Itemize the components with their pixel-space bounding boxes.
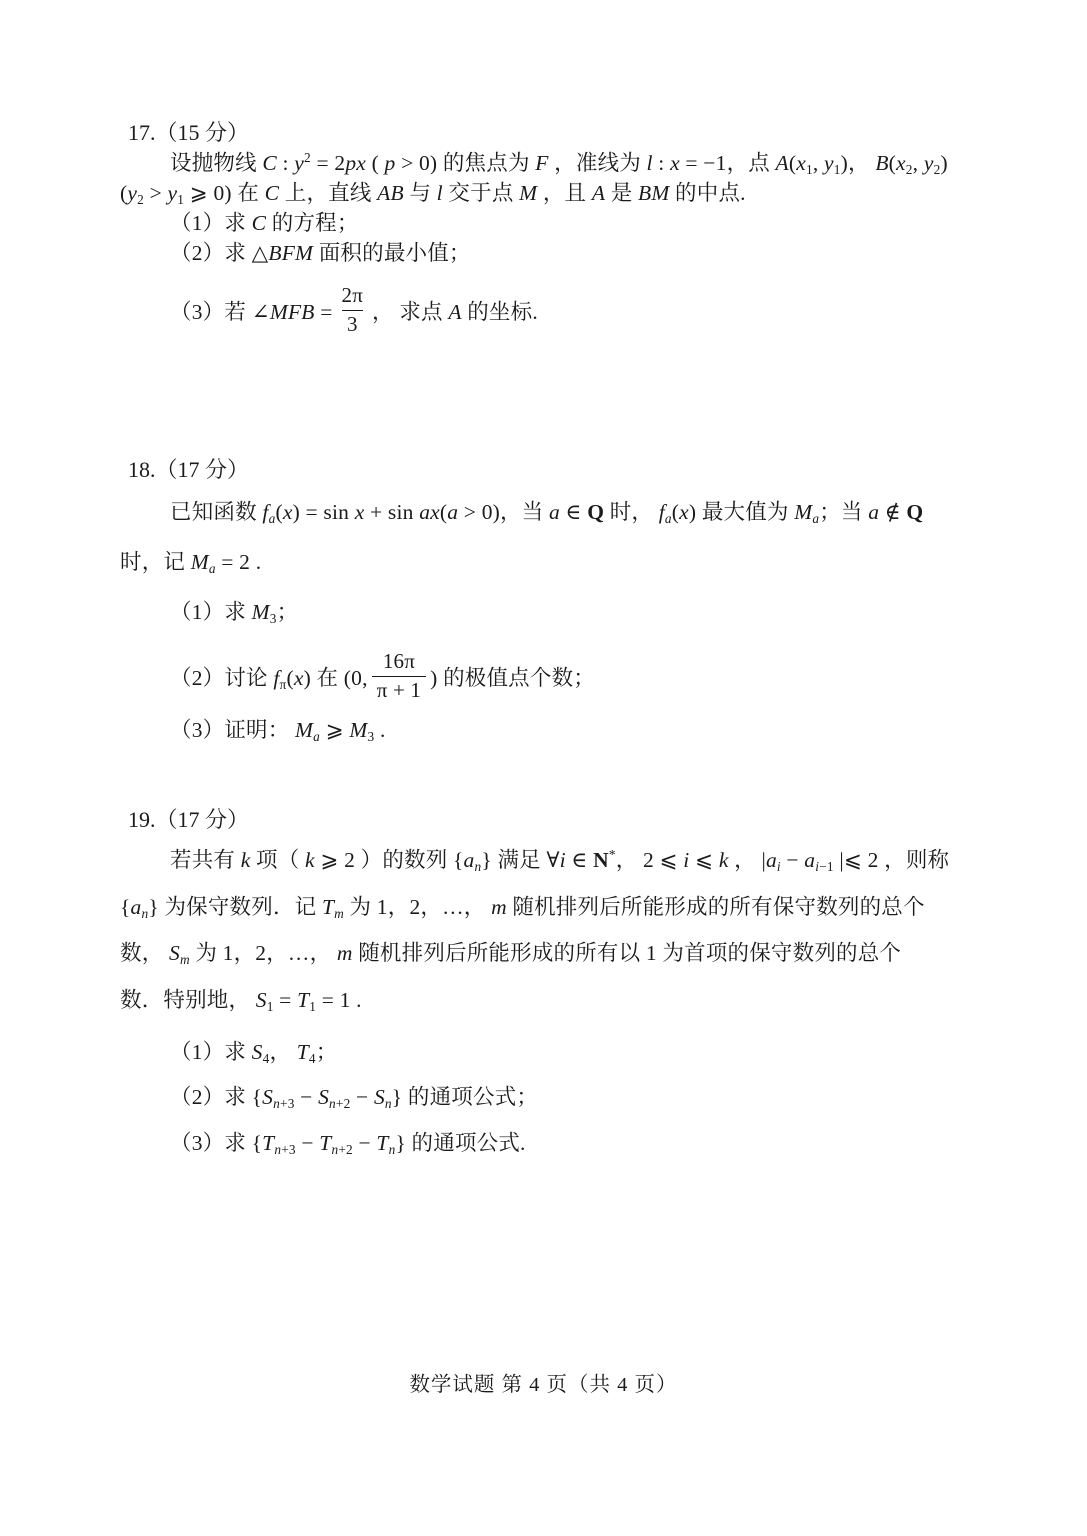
fraction-denominator: 3	[342, 310, 363, 337]
fraction-numerator: 2π	[341, 283, 364, 308]
question-19-intro-line-2: $\{a_n\}$ 为保守数列．记 $T_m$ 为 1，2，…， m 随机排列后所能形成的所有保守数列的总个	[120, 895, 925, 921]
question-17	[120, 118, 987, 342]
fraction	[372, 649, 426, 702]
question-17-part-2: （2）求 △BFM 面积的最小值；	[170, 241, 471, 265]
question-18-intro-line-1: 已知函数 $f_a(x) = \sin x + \sin ax(a > 0)$，当 a ∈ Q 时， $f_a(x)$ 最大值为 $M_a$；当 a ∉ Q	[170, 500, 924, 526]
question-17-intro-line-1: 设抛物线 C : $y^2 = 2px$ ( p > 0) 的焦点为 F ，准线为 l : x = −1，点 $A(x_1$, $y_1$)， $B(x_2$, $y_2$)	[170, 149, 948, 177]
question-18-part-2-suffix: ) 的极值点个数；	[430, 665, 595, 690]
question-19-part-1: （1）求 $S_4$， $T_4$；	[170, 1040, 338, 1066]
question-19-number: 19.（17 分）	[128, 807, 250, 832]
question-19	[120, 805, 987, 1158]
question-17-intro-line-2: ($y_2 > y_1$ ⩾ 0) 在 C 上，直线 AB 与 l 交于点 M ，且 A 是 BM 的中点.	[120, 181, 746, 207]
question-18-part-1: （1）求 $M_3$；	[170, 600, 299, 626]
question-19-part-3: （3）求 $\{T_{n+3} - T_{n+2} - T_n\}$ 的通项公式.	[170, 1131, 526, 1157]
question-17-part-1: （1）求 C 的方程；	[170, 211, 359, 235]
question-18-part-2-prefix: （2）讨论 $f_\pi(x)$ 在 (0,	[170, 665, 368, 692]
question-19-part-2: （2）求 $\{S_{n+3} - S_{n+2} - S_n\}$ 的通项公式；	[170, 1085, 539, 1111]
question-19-intro-line-4: 数．特别地， $S_1 = T_1 = 1$ .	[120, 988, 362, 1014]
question-19-intro-line-1: 若共有 k 项（ k ⩾ 2 ）的数列 $\{a_n\}$ 满足 ∀i ∈ N*， 2 ⩽ i ⩽ k ， $|a_i - a_{i-1}$ |⩽ 2 ，则称	[170, 846, 950, 874]
question-17-part-3	[120, 278, 987, 342]
fraction	[337, 283, 369, 336]
page-footer: 数学试题 第 4 页（共 4 页）	[409, 1374, 678, 1396]
question-18	[120, 455, 987, 745]
fraction-numerator: 16π	[382, 649, 416, 674]
question-18-part-3: （3）证明： $M_a$ ⩾ $M_3$ .	[170, 718, 386, 744]
question-17-number: 17.（15 分）	[128, 120, 250, 145]
question-18-number: 18.（17 分）	[128, 457, 250, 482]
question-18-part-2	[120, 643, 987, 709]
question-17-part-3-prefix: （3）若 ∠MFB =	[170, 299, 333, 324]
question-19-intro-line-3: 数， $S_m$ 为 1，2，…， m 随机排列后所能形成的所有以 1 为首项的保守数列的总个	[120, 941, 902, 967]
fraction-denominator: π + 1	[372, 676, 426, 703]
question-18-intro-line-2: 时，记 $M_a = 2$ .	[120, 550, 262, 576]
question-17-part-3-suffix: ， 求点 A 的坐标.	[372, 299, 538, 324]
